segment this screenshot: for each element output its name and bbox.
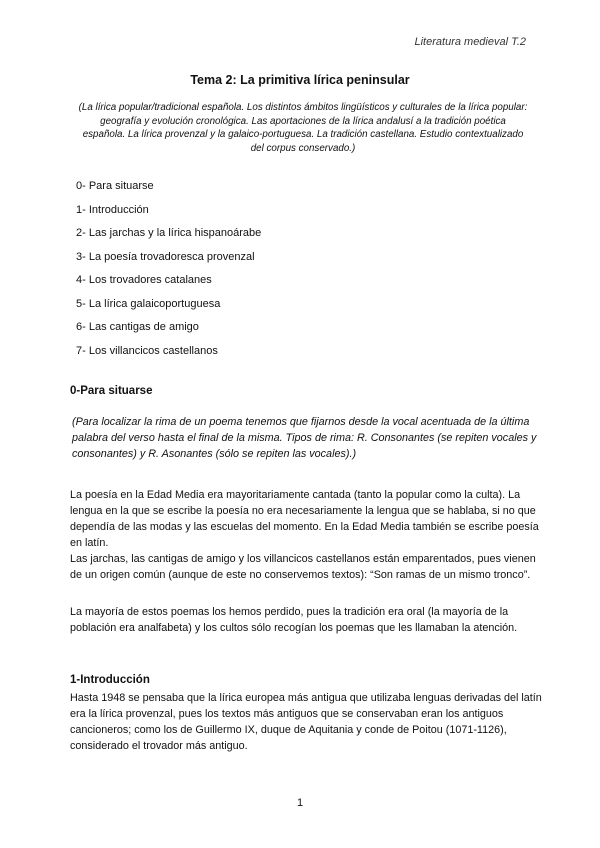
paragraph: La poesía en la Edad Media era mayoritariamente cantada (tanto la popular como la culta). La lengua en la que se escribe la poesía no era necesariamente la lengua que se hablaba, si no que dependía de las modas y las escuelas del momento. En la Edad Media también se escribe poesía en latín.: [70, 489, 539, 549]
toc-item: 0- Para situarse: [76, 180, 154, 192]
table-of-contents: [76, 178, 261, 366]
paragraph: Las jarchas, las cantigas de amigo y los villancicos castellanos están emparentados, pues vienen de un origen común (aunque de este no conservemos textos): “Son ramas de un mismo tronco”.: [70, 553, 536, 581]
topic-summary: (La lírica popular/tradicional española. Los distintos ámbitos lingüísticos y culturales de la lírica popular: geografía y evolución cronológica. Las aportaciones de la lírica andalusí a la tradición poética española. La lírica provenzal y la galaico-portuguesa. La tradición castellana. Estudio contextualizado del corpus conservado.): [78, 102, 528, 154]
page-title: Tema 2: La primitiva lírica peninsular: [190, 73, 410, 87]
toc-item: 2- Las jarchas y la lírica hispanoárabe: [76, 227, 262, 239]
paragraph: La mayoría de estos poemas los hemos perdido, pues la tradición era oral (la mayoría de la población era analfabeta) y los cultos sólo recogían los poemas que les llamaban la atención.: [70, 606, 518, 634]
section-heading-para-situarse: 0-Para situarse: [70, 385, 153, 397]
running-header: Literatura medieval T.2: [414, 36, 526, 48]
toc-item: 3- La poesía trovadoresca provenzal: [76, 250, 255, 263]
toc-item: 6- Las cantigas de amigo: [76, 321, 199, 333]
section-heading-introduccion: 1-Introducción: [70, 674, 150, 686]
toc-item: 5- La lírica galaicoportuguesa: [76, 297, 221, 310]
toc-item: 1- Introducción: [76, 203, 149, 216]
page-number: 1: [296, 797, 304, 809]
paragraph: Hasta 1948 se pensaba que la lírica europea más antigua que utilizaba lenguas derivadas del latín era la lírica provenzal, pues los textos más antiguos que se conservaban eran los antiguos cancioneros; como los de Guillermo IX, duque de Aquitania y conde de Poitou (1071-1126), considerado el trovador más antiguo.: [70, 692, 542, 752]
toc-item: 4- Los trovadores catalanes: [76, 274, 212, 286]
toc-item: 7- Los villancicos castellanos: [76, 344, 218, 357]
rhyme-note: (Para localizar la rima de un poema tenemos que fijarnos desde la vocal acentuada de la última palabra del verso hasta el final de la misma. Tipos de rima: R. Consonantes (se repiten vocales y consonantes) y R. Asonantes (sólo se repiten las vocales).): [72, 416, 537, 460]
